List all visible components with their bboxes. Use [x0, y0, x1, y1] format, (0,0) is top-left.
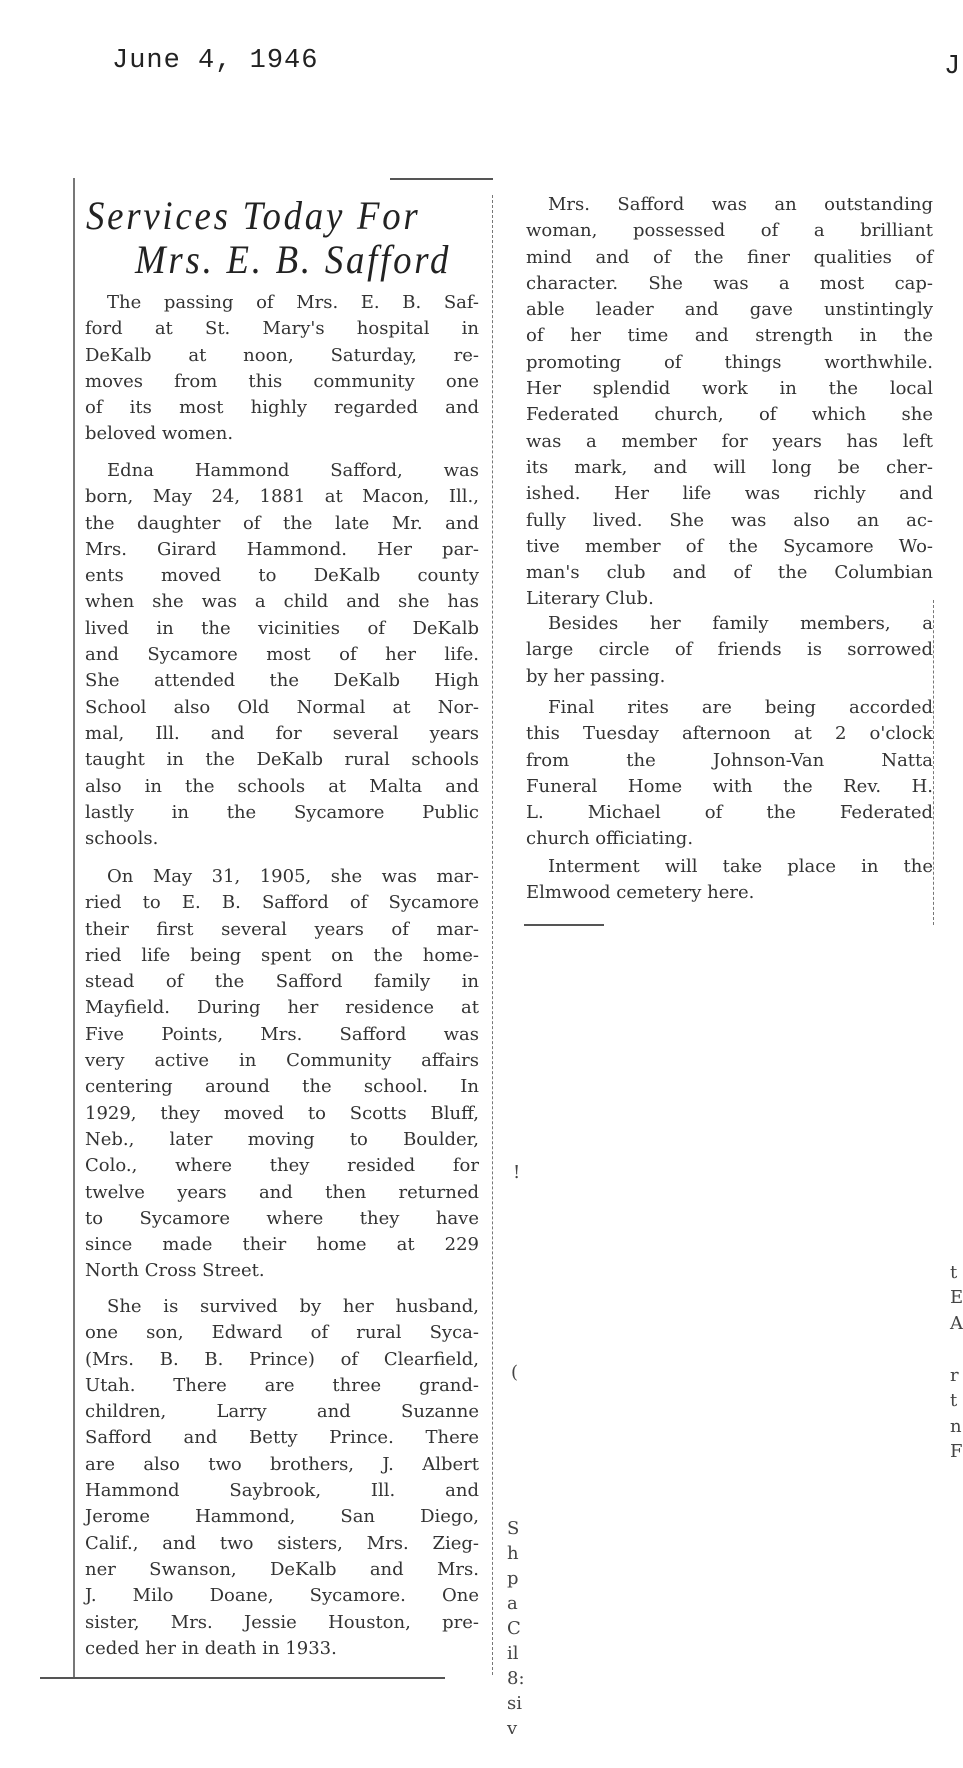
- text-line: promoting of things worthwhile.: [526, 351, 933, 373]
- text-line: since made their home at 229: [85, 1234, 479, 1256]
- text-line: Colo., where they resided for: [85, 1155, 479, 1177]
- text-line: to Sycamore where they have: [85, 1207, 479, 1229]
- text-line: Safford and Betty Prince. There: [85, 1427, 479, 1449]
- text-line: Mrs. Girard Hammond. Her par-: [85, 538, 479, 560]
- column-divider: [492, 195, 493, 1675]
- text-line: ents moved to DeKalb county: [85, 565, 479, 587]
- margin-fragment: n: [950, 1416, 962, 1437]
- paragraph: [526, 192, 933, 613]
- right-column-end-rule: [524, 924, 604, 926]
- text-line: born, May 24, 1881 at Macon, Ill.,: [85, 486, 479, 508]
- text-line: their first several years of mar-: [85, 918, 479, 940]
- text-line: The passing of Mrs. E. B. Saf-: [107, 292, 479, 313]
- text-line: schools.: [85, 828, 159, 850]
- text-line: taught in the DeKalb rural schools: [85, 749, 479, 771]
- text-line: Final rites are being accorded: [548, 697, 933, 718]
- headline-line-1: Services Today For: [86, 193, 421, 238]
- text-line: Hammond Saybrook, Ill. and: [85, 1480, 479, 1502]
- text-line: fully lived. She was also an ac-: [526, 509, 933, 531]
- text-line: ceded her in death in 1933.: [85, 1637, 337, 1659]
- text-line: twelve years and then returned: [85, 1181, 479, 1203]
- text-line: J. Milo Doane, Sycamore. One: [85, 1585, 479, 1607]
- text-line: (Mrs. B. B. Prince) of Clearfield,: [85, 1348, 479, 1370]
- margin-fragment: il: [507, 1643, 519, 1664]
- left-column-border: [73, 178, 75, 1678]
- text-line: lived in the vicinities of DeKalb: [85, 617, 479, 639]
- right-column-border: [933, 600, 934, 925]
- text-line: beloved women.: [85, 423, 234, 445]
- text-line: Funeral Home with the Rev. H.: [526, 775, 933, 797]
- text-line: ried to E. B. Safford of Sycamore: [85, 892, 479, 914]
- text-line: Five Points, Mrs. Safford was: [85, 1023, 479, 1045]
- text-line: this Tuesday afternoon at 2 o'clock: [526, 723, 933, 745]
- text-line: woman, possessed of a brilliant: [526, 220, 933, 242]
- text-line: L. Michael of the Federated: [526, 802, 933, 824]
- text-line: Elmwood cemetery here.: [526, 882, 755, 904]
- text-line: from the Johnson-Van Natta: [526, 749, 933, 771]
- text-line: character. She was a most cap-: [526, 272, 933, 294]
- text-line: School also Old Normal at Nor-: [85, 696, 479, 718]
- text-line: church officiating.: [526, 828, 694, 850]
- text-line: mind and of the finer qualities of: [526, 246, 933, 268]
- text-line: Interment will take place in the: [548, 856, 933, 877]
- paragraph: [85, 1294, 479, 1662]
- text-line: man's club and of the Columbian: [526, 562, 933, 584]
- text-line: DeKalb at noon, Saturday, re-: [85, 344, 479, 366]
- paragraph: [526, 854, 933, 907]
- text-line: Literary Club.: [526, 588, 654, 610]
- text-line: are also two brothers, J. Albert: [85, 1453, 479, 1475]
- text-line: Federated church, of which she: [526, 404, 933, 426]
- text-line: moves from this community one: [85, 370, 479, 392]
- text-line: Neb., later moving to Boulder,: [85, 1128, 479, 1150]
- margin-fragment: F: [950, 1441, 963, 1462]
- paragraph: [526, 611, 933, 690]
- text-line: also in the schools at Malta and: [85, 775, 479, 797]
- text-line: Calif., and two sisters, Mrs. Zieg-: [85, 1532, 479, 1554]
- margin-fragment: A: [950, 1313, 963, 1334]
- text-line: large circle of friends is sorrowed: [526, 639, 933, 661]
- text-line: lastly in the Sycamore Public: [85, 801, 479, 823]
- headline-line-2: Mrs. E. B. Safford: [135, 237, 452, 282]
- text-line: She attended the DeKalb High: [85, 670, 479, 692]
- text-line: the daughter of the late Mr. and: [85, 512, 479, 534]
- text-line: centering around the school. In: [85, 1076, 479, 1098]
- paragraph: [85, 864, 479, 1285]
- text-line: able leader and gave unstintingly: [526, 299, 933, 321]
- paragraph: [526, 695, 933, 853]
- text-line: ford at St. Mary's hospital in: [85, 318, 479, 340]
- text-line: Besides her family members, a: [548, 613, 933, 634]
- margin-fragment: C: [507, 1618, 521, 1639]
- text-line: Edna Hammond Safford, was: [107, 460, 479, 481]
- cut-off-header-letter: J: [944, 52, 961, 82]
- text-line: ner Swanson, DeKalb and Mrs.: [85, 1558, 479, 1580]
- margin-fragment: h: [507, 1543, 519, 1564]
- text-line: Jerome Hammond, San Diego,: [85, 1506, 479, 1528]
- margin-fragment: S: [507, 1518, 520, 1539]
- paragraph: [85, 290, 479, 448]
- margin-fragment: E: [950, 1287, 963, 1308]
- text-line: when she was a child and she has: [85, 591, 479, 613]
- text-line: one son, Edward of rural Syca-: [85, 1322, 479, 1344]
- text-line: On May 31, 1905, she was mar-: [107, 866, 479, 887]
- text-line: was a member for years has left: [526, 430, 933, 452]
- text-line: She is survived by her husband,: [107, 1296, 479, 1317]
- text-line: North Cross Street.: [85, 1260, 265, 1282]
- text-line: ished. Her life was richly and: [526, 483, 933, 505]
- margin-fragment: t: [950, 1262, 958, 1283]
- text-line: Mrs. Safford was an outstanding: [548, 194, 933, 215]
- text-line: by her passing.: [526, 665, 666, 687]
- text-line: ried life being spent on the home-: [85, 944, 479, 966]
- text-line: sister, Mrs. Jessie Houston, pre-: [85, 1611, 479, 1633]
- margin-fragment: si: [507, 1693, 522, 1714]
- text-line: mal, Ill. and for several years: [85, 722, 479, 744]
- text-line: its mark, and will long be cher-: [526, 456, 933, 478]
- text-line: Mayfield. During her residence at: [85, 997, 479, 1019]
- text-line: stead of the Safford family in: [85, 971, 479, 993]
- date-header: June 4, 1946: [112, 46, 319, 76]
- text-line: Utah. There are three grand-: [85, 1374, 479, 1396]
- margin-fragment: 8:: [507, 1668, 525, 1689]
- margin-fragment: a: [507, 1593, 518, 1614]
- bottom-rule: [40, 1677, 445, 1679]
- margin-fragment: t: [950, 1390, 958, 1411]
- text-line: very active in Community affairs: [85, 1050, 479, 1072]
- margin-fragment: !: [513, 1162, 521, 1183]
- top-rule: [390, 178, 493, 180]
- text-line: children, Larry and Suzanne: [85, 1401, 479, 1423]
- text-line: Her splendid work in the local: [526, 378, 933, 400]
- margin-fragment: (: [511, 1362, 519, 1383]
- margin-fragment: v: [507, 1718, 518, 1739]
- text-line: tive member of the Sycamore Wo-: [526, 535, 933, 557]
- margin-fragment: p: [507, 1568, 519, 1589]
- margin-fragment: r: [950, 1365, 959, 1386]
- text-line: 1929, they moved to Scotts Bluff,: [85, 1102, 479, 1124]
- text-line: of its most highly regarded and: [85, 397, 479, 419]
- text-line: of her time and strength in the: [526, 325, 933, 347]
- paragraph: [85, 458, 479, 852]
- text-line: and Sycamore most of her life.: [85, 644, 479, 666]
